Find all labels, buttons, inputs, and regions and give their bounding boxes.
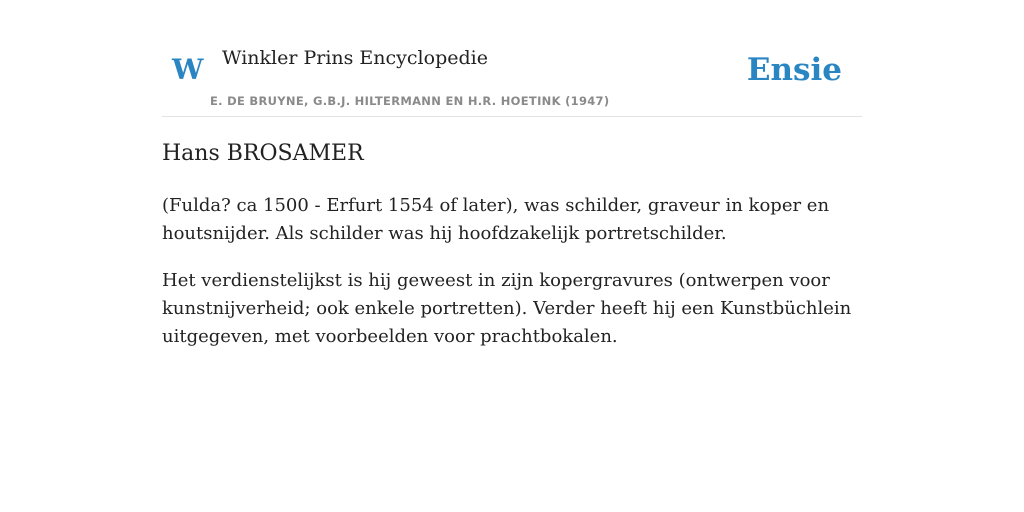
source-title-link[interactable]: Winkler Prins Encyclopedie — [222, 47, 488, 69]
source-header — [162, 36, 862, 117]
article-paragraph: Het verdienstelijkst is hij geweest in zijn kopergravures (ontwerpen voor kunstnijverheid; ook enkele portretten). Verder heeft hij een Kunstbüchlein uitgegeven, met voorbeelden voor prachtbokalen. — [162, 270, 852, 347]
source-authors: E. DE BRUYNE, G.B.J. HILTERMANN EN H.R. HOETINK (1947) — [210, 94, 610, 108]
ensie-brand-logo[interactable]: Ensie — [746, 52, 842, 88]
article-paragraph: (Fulda? ca 1500 - Erfurt 1554 of later), was schilder, graveur in koper en houtsnijder. Als schilder was hij hoofdzakelijk portretschilder. — [162, 195, 830, 244]
article — [162, 138, 862, 351]
source-logo[interactable]: W — [172, 53, 204, 86]
article-title: Hans BROSAMER — [162, 141, 364, 166]
